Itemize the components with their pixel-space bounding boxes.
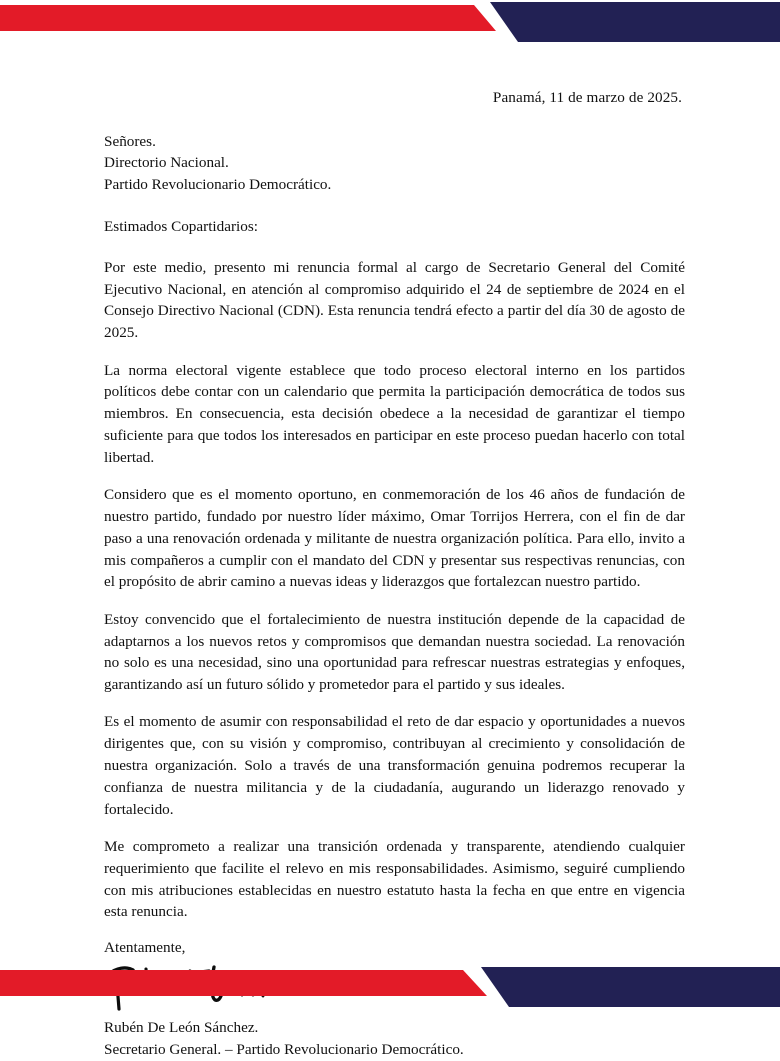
addressee-line: Directorio Nacional. [104,154,229,172]
paragraph: Estoy convencido que el fortalecimiento de nuestra institución depende de la capacidad de adaptarnos a los nuevos retos y compromisos que demandan nuestra sociedad. La renovación no solo es una necesidad, sino una oportunidad para refrescar nuestras estrategias y enfoques, garantizando así un futuro sólido y prometedor para el partido y sus ideales. [104,610,685,694]
addressee-block [104,131,685,196]
signer-name: Rubén De León Sánchez. [104,1018,259,1036]
paragraph: Por este medio, presento mi renuncia formal al cargo de Secretario General del Comité Ejecutivo Nacional, en atención al compromiso adquirido el 24 de septiembre de 2024 en el Consejo Directivo Nacional (CDN). Esta renuncia tendrá efecto a partir del día 30 de agosto de 2025. [104,258,685,342]
addressee-line: Señores. [104,132,156,150]
top-banner-navy-shape [490,2,780,42]
paragraph: Me comprometo a realizar una transición ordenada y transparente, atendiendo cualquier requerimiento que facilite el relevo en mis responsabilidades. Asimismo, seguiré cumpliendo con mis atribuciones establecidas en nuestro estatuto hasta la fecha en que entre en vigencia esta renuncia. [104,838,685,921]
salutation: Estimados Copartidarios: [104,218,258,236]
diagonal-banner-icon [0,0,780,50]
body-copy [104,257,685,923]
signoff-block [104,1017,685,1061]
signer-title: Secretario General. – Partido Revolucionario Democrático. [104,1040,464,1058]
handwritten-signature-icon [106,961,276,1013]
top-banner-red-shape [0,5,496,31]
date-line: Panamá, 11 de marzo de 2025. [492,89,682,106]
letter-content [0,50,780,1061]
addressee-line: Partido Revolucionario Democrático. [104,175,332,193]
top-banner [0,0,780,50]
paragraph: La norma electoral vigente establece que todo proceso electoral interno en los partidos políticos debe contar con un calendario que permita la participación democrática de todos sus miembros. En consecuencia, esta decisión obedece a la necesidad de garantizar el tiempo suficiente para que todos los interesados en participar en este proceso puedan hacerlo con total libertad. [104,361,685,466]
paragraph: Es el momento de asumir con responsabilidad el reto de dar espacio y oportunidades a nuevos dirigentes que, con su visión y compromiso, contribuyan al crecimiento y consolidación de nuestra organización. Solo a través de una transformación genuina podremos recuperar la confianza de nuestra militancia y de la ciudadanía, augurando un liderazgo renovado y fortalecido. [104,713,685,818]
paragraph: Considero que es el momento oportuno, en conmemoración de los 46 años de fundación de nuestro partido, fundado por nuestro líder máximo, Omar Torrijos Herrera, con el fin de dar paso a una renovación ordenada y militante de nuestra organización política. Para ello, invito a mis compañeros a cumplir con el mandato del CDN y presentar sus respectivas renuncias, con el propósito de abrir camino a nuevas ideas y liderazgos que fortalezcan nuestro partido. [104,486,685,591]
closing-line: Atentamente, [104,939,186,957]
signature-image [106,961,276,1013]
